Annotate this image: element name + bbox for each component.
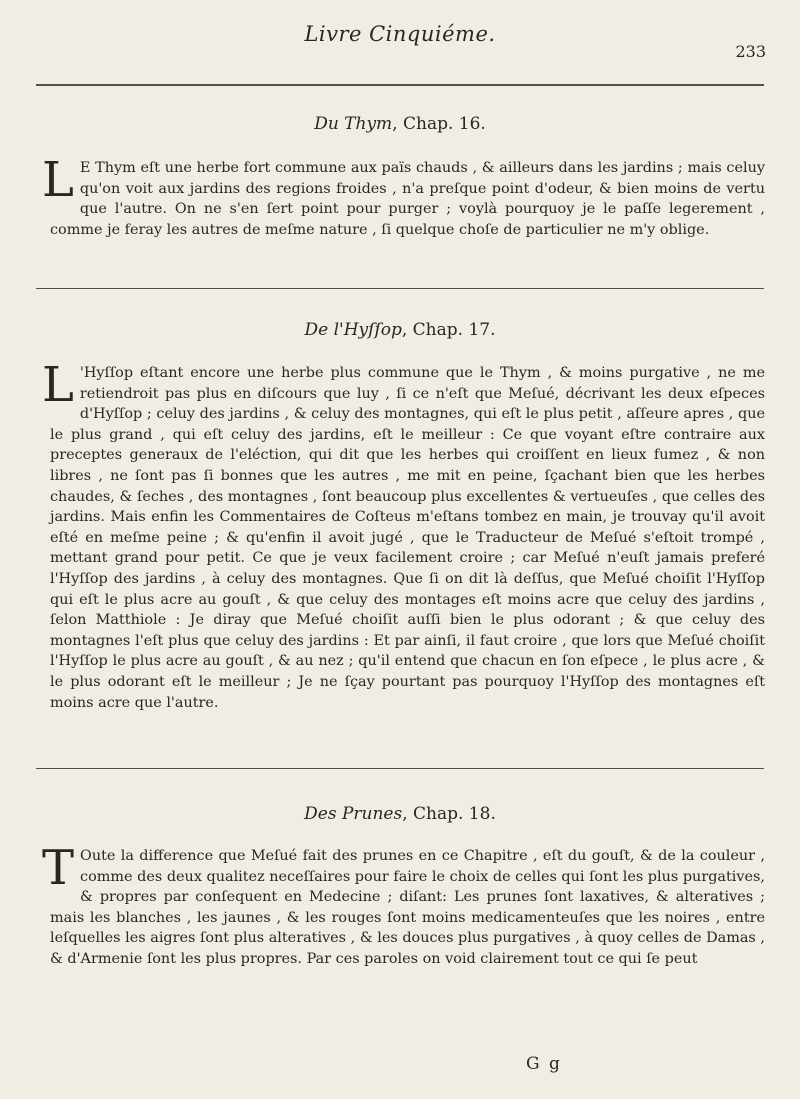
drop-capital: T	[42, 840, 75, 896]
chapter-title: De l'Hyſſop	[304, 320, 402, 340]
paragraph-thym	[42, 152, 765, 240]
section-rule	[36, 288, 764, 289]
paragraph-text: E Thym eſt une herbe fort commune aux païs chauds , & ailleurs dans les jardins ; mais celuy qu'on voit aux jardins des regions froides , n'a preſque point d'odeur, & bien moins de vertu que l'autre. On ne s'en ſert point pour purger ; voylà pourquoy je le paſſe legerement , comme je feray les autres de meſme nature , ſi quelque choſe de particulier ne m'y oblige.	[50, 160, 765, 238]
paragraph-text: Oute la difference que Meſué fait des prunes en ce Chapitre , eſt du gouſt, & de la couleur , comme des deux qualitez neceſſaires pour faire le choix de celles qui ſont les plus purgatives, & propres par conſequent en Medecine ; diſant: Les prunes ſont laxatives, & alteratives ; mais les blanches , les jaunes , & les rouges ſont moins medicamenteuſes que les noires , entre leſquelles les aigres ſont plus alteratives , & les douces plus purgatives , à quoy celles de Damas , & d'Armenie ſont les plus propres. Par ces paroles on void clairement tout ce qui ſe peut	[50, 848, 765, 967]
chapter-number: , Chap. 16.	[392, 114, 486, 134]
paragraph-text: 'Hyſſop eſtant encore une herbe plus commune que le Thym , & moins purgative , ne me retiendroit pas plus en diſcours que luy , ſi ce n'eſt que Meſué, décrivant les deux eſpeces d'Hyſſop ; celuy des jardins , & celuy des montagnes, qui eſt le plus petit , aſſeure apres , que le plus grand , qui eſt celuy des jardins, eſt le meilleur : Ce que voyant eſtre contraire aux preceptes generaux de l'eléction, qui dit que les herbes qui croiſſent en lieux fumez , & non libres , ne ſont pas ſi bonnes que les autres , me mit en peine, ſçachant bien que les herbes chaudes, & ſeches , des montagnes , ſont beaucoup plus excellentes & vertueuſes , que celles des jardins. Mais enfin les Commentaires de Coſteus m'eſtans tombez en main, je trouvay qu'il avoit eſté en meſme peine ; & qu'enfin il avoit jugé , que le Traducteur de Meſué s'eſtoit trompé , mettant grand pour petit. Ce que je veux facilement croire ; car Meſué n'euſt jamais preferé l'Hyſſop des jardins , à celuy des montagnes. Que ſi on dit là deſſus, que Meſué choiſit l'Hyſſop qui eſt le plus acre au gouſt , & que celuy des montages eſt moins acre que celuy des jardins , ſelon Matthiole : Je diray que Meſué choiſit auſſi bien le plus odorant ; & que celuy des montagnes l'eſt plus que celuy des jardins : Et par ainſi, il faut croire , que lors que Meſué choiſit l'Hyſſop le plus acre au gouſt , & au nez ; qu'il entend que chacun en ſon eſpece , le plus acre , & le plus odorant eſt le meilleur ; Je ne ſçay pourtant pas pourquoy l'Hyſſop des montagnes eſt moins acre que l'autre.	[50, 365, 765, 711]
paragraph-hyssop	[42, 357, 765, 713]
paragraph-prunes	[42, 840, 765, 970]
chapter-heading-thym	[0, 114, 800, 134]
header-rule	[36, 84, 764, 86]
signature-mark: G g	[526, 1054, 562, 1074]
chapter-title: Des Prunes	[304, 804, 403, 824]
chapter-number: , Chap. 17.	[401, 320, 496, 340]
page-number: 233	[735, 42, 766, 61]
drop-capital: L	[42, 152, 74, 208]
drop-capital: L	[42, 357, 74, 413]
running-title: Livre Cinquiéme.	[304, 22, 496, 46]
chapter-title: Du Thym	[314, 114, 393, 134]
chapter-number: , Chap. 18.	[402, 804, 496, 824]
chapter-heading-hyssop	[0, 320, 800, 340]
chapter-heading-prunes	[0, 804, 800, 824]
section-rule	[36, 768, 764, 769]
